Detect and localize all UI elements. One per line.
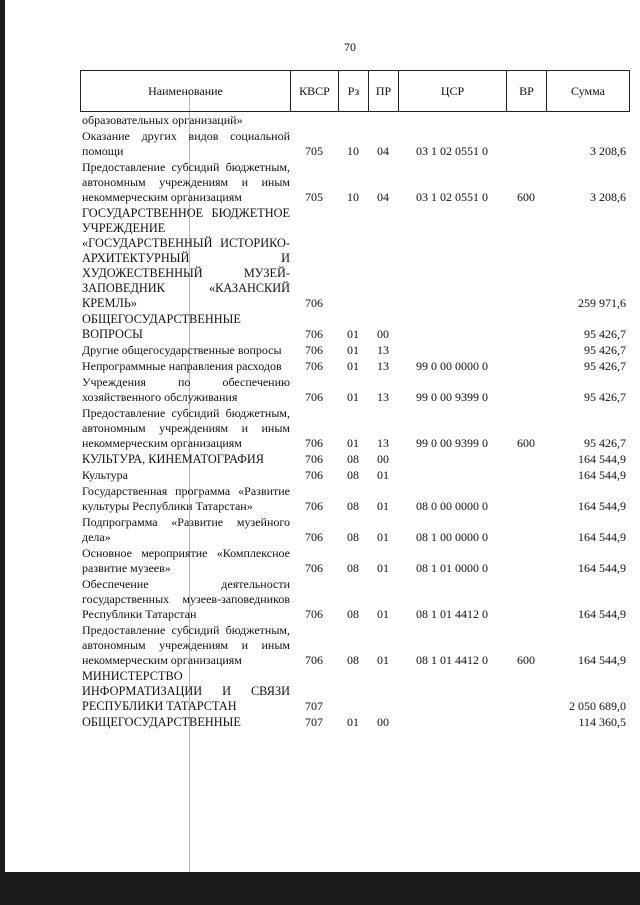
row-name: Другие общегосударственные вопросы [82, 343, 282, 357]
row-csr: 99 0 00 9399 0 [416, 436, 488, 450]
row-kvsr: 706 [305, 561, 323, 575]
row-kvsr: 706 [305, 359, 323, 373]
row-name: Учреждения по обеспечению хозяйственного обслуживания [82, 375, 290, 404]
row-pr: 13 [377, 359, 389, 373]
row-rz: 01 [347, 390, 359, 404]
row-csr: 99 0 00 9399 0 [416, 390, 488, 404]
table-row [80, 129, 630, 159]
row-sum: 2 050 689,0 [569, 699, 626, 713]
row-rz: 01 [347, 359, 359, 373]
scan-edge-bottom [0, 872, 640, 905]
row-name: Подпрограмма «Развитие музейного дела» [82, 515, 290, 544]
table-row [80, 359, 630, 374]
table-row [80, 452, 630, 467]
table-row [80, 577, 630, 622]
header-name: Наименование [81, 71, 291, 111]
row-sum: 95 426,7 [584, 390, 626, 404]
row-pr: 01 [377, 499, 389, 513]
row-pr: 13 [377, 390, 389, 404]
row-rz: 01 [347, 715, 359, 729]
row-sum: 259 971,6 [578, 296, 626, 310]
row-pr: 01 [377, 530, 389, 544]
row-rz: 01 [347, 436, 359, 450]
row-sum: 164 544,9 [578, 452, 626, 466]
row-csr: 99 0 00 0000 0 [416, 359, 488, 373]
row-rz: 08 [347, 499, 359, 513]
row-vr: 600 [517, 436, 535, 450]
table-header [80, 70, 630, 112]
table-row [80, 669, 630, 714]
row-sum: 164 544,9 [578, 653, 626, 667]
row-rz: 10 [347, 144, 359, 158]
row-kvsr: 706 [305, 327, 323, 341]
row-kvsr: 706 [305, 653, 323, 667]
table-row [80, 375, 630, 405]
header-rz: Рз [339, 71, 369, 111]
row-csr: 03 1 02 0551 0 [416, 190, 488, 204]
row-kvsr: 706 [305, 436, 323, 450]
row-name: Предоставление субсидий бюджетным, автономным учреждениям и иным некоммерческим организациям [82, 406, 290, 450]
row-name: образовательных организаций» [82, 113, 243, 127]
row-kvsr: 706 [305, 607, 323, 621]
header-sum: Сумма [571, 83, 605, 98]
row-sum: 95 426,7 [584, 327, 626, 341]
row-csr: 08 1 00 0000 0 [416, 530, 488, 544]
scan-edge-left [0, 0, 5, 905]
table-row [80, 206, 630, 311]
row-kvsr: 706 [305, 530, 323, 544]
row-csr: 03 1 02 0551 0 [416, 144, 488, 158]
row-pr: 01 [377, 607, 389, 621]
row-name: Основное мероприятие «Комплексное развитие музеев» [82, 546, 290, 575]
row-csr: 08 1 01 4412 0 [416, 653, 488, 667]
row-kvsr: 706 [305, 468, 323, 482]
table-row [80, 484, 630, 514]
row-rz: 08 [347, 561, 359, 575]
row-vr: 600 [517, 653, 535, 667]
row-sum: 3 208,6 [590, 190, 626, 204]
header-vr: ВР [507, 71, 547, 111]
row-rz: 08 [347, 468, 359, 482]
row-sum: 164 544,9 [578, 561, 626, 575]
row-sum: 114 360,5 [578, 715, 626, 729]
row-pr: 01 [377, 468, 389, 482]
row-name: МИНИСТЕРСТВО ИНФОРМАТИЗАЦИИ И СВЯЗИ РЕСПУБЛИКИ ТАТАРСТАН [82, 669, 290, 713]
row-pr: 00 [377, 715, 389, 729]
row-name: Культура [82, 468, 128, 482]
table-body [80, 113, 630, 731]
row-name: Обеспечение деятельности государственных музеев-заповедников Республики Татарстан [82, 577, 290, 621]
row-rz: 08 [347, 452, 359, 466]
row-rz: 08 [347, 607, 359, 621]
row-sum: 164 544,9 [578, 499, 626, 513]
row-csr: 08 1 01 0000 0 [416, 561, 488, 575]
row-kvsr: 706 [305, 296, 323, 310]
row-name: Государственная программа «Развитие культуры Республики Татарстан» [82, 484, 290, 513]
row-sum: 164 544,9 [578, 607, 626, 621]
header-kvsr: КВСР [291, 71, 339, 111]
row-kvsr: 706 [305, 452, 323, 466]
table-row [80, 468, 630, 483]
row-kvsr: 707 [305, 715, 323, 729]
row-name: ГОСУДАРСТВЕННОЕ БЮДЖЕТНОЕ УЧРЕЖДЕНИЕ «ГОСУДАРСТВЕННЫЙ ИСТОРИКО-АРХИТЕКТУРНЫЙ И ХУДОЖЕСТВЕННЫЙ МУЗЕЙ-ЗАПОВЕДНИК «КАЗАНСКИЙ КРЕМЛЬ» [82, 206, 290, 310]
row-sum: 164 544,9 [578, 530, 626, 544]
row-name: Оказание других видов социальной помощи [82, 129, 290, 158]
row-pr: 01 [377, 653, 389, 667]
table-row [80, 343, 630, 358]
table-row [80, 406, 630, 451]
row-rz: 01 [347, 327, 359, 341]
row-pr: 00 [377, 327, 389, 341]
row-kvsr: 705 [305, 144, 323, 158]
row-sum: 95 426,7 [584, 359, 626, 373]
page-number: 70 [344, 40, 356, 54]
row-pr: 01 [377, 561, 389, 575]
row-sum: 164 544,9 [578, 468, 626, 482]
row-sum: 95 426,7 [584, 343, 626, 357]
table-row [80, 623, 630, 668]
row-name: Предоставление субсидий бюджетным, автономным учреждениям и иным некоммерческим организациям [82, 623, 290, 667]
row-name: КУЛЬТУРА, КИНЕМАТОГРАФИЯ [82, 452, 264, 466]
row-kvsr: 706 [305, 390, 323, 404]
row-kvsr: 706 [305, 343, 323, 357]
row-pr: 13 [377, 436, 389, 450]
row-rz: 08 [347, 530, 359, 544]
row-pr: 04 [377, 190, 389, 204]
row-rz: 10 [347, 190, 359, 204]
row-rz: 08 [347, 653, 359, 667]
table-row [80, 160, 630, 205]
row-pr: 04 [377, 144, 389, 158]
table-row [80, 715, 630, 730]
row-name: ОБЩЕГОСУДАРСТВЕННЫЕ ВОПРОСЫ [82, 312, 241, 341]
row-vr: 600 [517, 190, 535, 204]
row-kvsr: 706 [305, 499, 323, 513]
row-name: Предоставление субсидий бюджетным, автономным учреждениям и иным некоммерческим организациям [82, 160, 290, 204]
table-row [80, 546, 630, 576]
row-sum: 3 208,6 [590, 144, 626, 158]
row-sum: 95 426,7 [584, 436, 626, 450]
header-csr: ЦСР [399, 71, 507, 111]
table-row [80, 515, 630, 545]
row-csr: 08 1 01 4412 0 [416, 607, 488, 621]
table-row [80, 312, 630, 342]
row-pr: 13 [377, 343, 389, 357]
row-name: Непрограммные направления расходов [82, 359, 282, 373]
row-kvsr: 705 [305, 190, 323, 204]
header-pr: ПР [369, 71, 399, 111]
row-kvsr: 707 [305, 699, 323, 713]
row-name: ОБЩЕГОСУДАРСТВЕННЫЕ [82, 715, 241, 729]
row-rz: 01 [347, 343, 359, 357]
row-pr: 00 [377, 452, 389, 466]
row-csr: 08 0 00 0000 0 [416, 499, 488, 513]
table-row [80, 113, 630, 128]
